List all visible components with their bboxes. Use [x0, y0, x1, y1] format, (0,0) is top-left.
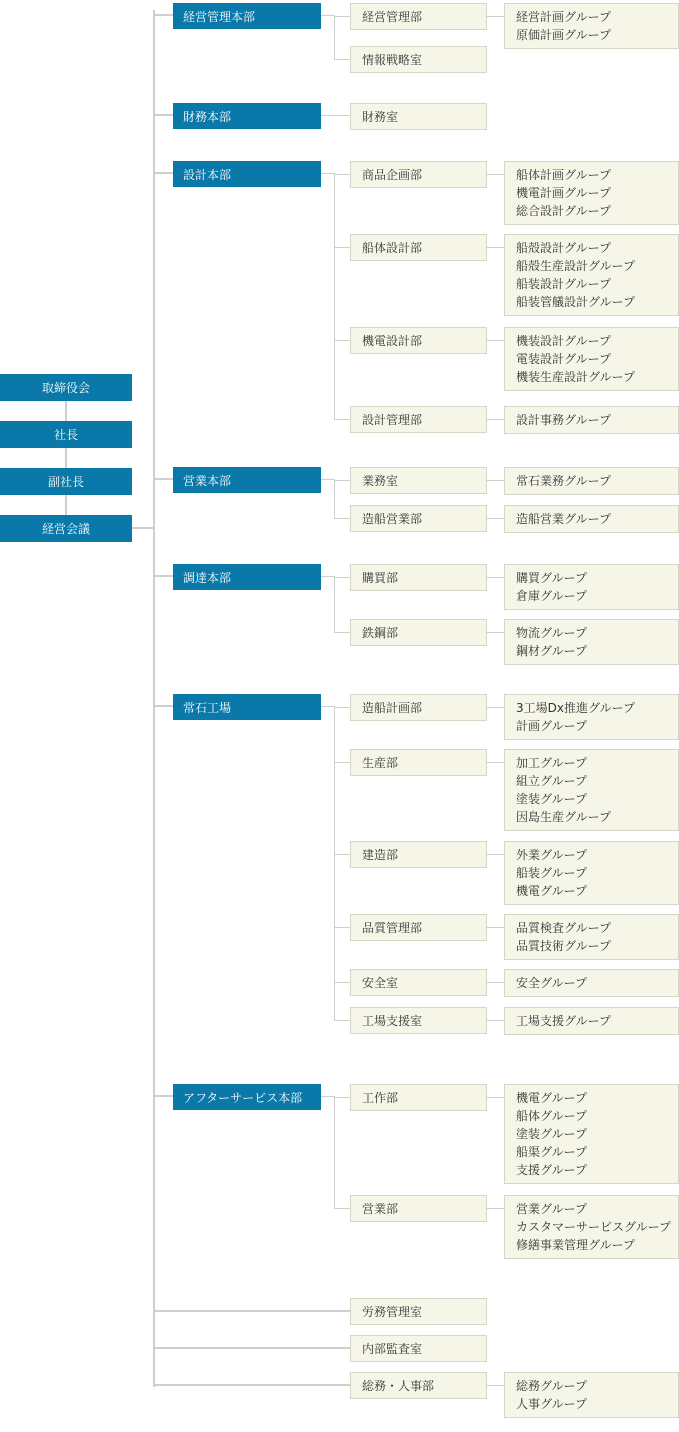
group-label: 人事グループ [516, 1397, 588, 1411]
group-label: 船殻設計グループ [516, 241, 612, 255]
department-connector [321, 1096, 334, 1097]
department-box[interactable]: 工場支援室 [350, 1007, 487, 1034]
department-branch [334, 59, 350, 60]
department-branch [334, 480, 350, 481]
department-branch [334, 854, 350, 855]
department-connector [321, 115, 350, 116]
group-label: 電装設計グループ [516, 352, 612, 366]
department-box[interactable]: 安全室 [350, 969, 487, 996]
department-branch [334, 707, 350, 708]
group-label: 原価計画グループ [516, 28, 612, 42]
division-box[interactable]: 経営管理本部 [173, 3, 321, 29]
executive-box: 社長 [0, 421, 132, 448]
group-label: 常石業務グループ [516, 474, 612, 488]
department-connector [321, 15, 334, 16]
group-box [504, 505, 679, 533]
department-spine [334, 576, 335, 633]
department-connector [321, 706, 334, 707]
executive-box: 取締役会 [0, 374, 132, 401]
division-connector [153, 705, 173, 707]
group-connector [487, 480, 504, 481]
group-box [504, 841, 679, 905]
group-connector [487, 927, 504, 928]
group-label: 支援グループ [516, 1163, 588, 1177]
department-box[interactable]: 業務室 [350, 467, 487, 494]
group-connector [487, 16, 504, 17]
group-connector [487, 577, 504, 578]
group-label: 船殻生産設計グループ [516, 259, 636, 273]
division-box[interactable]: 常石工場 [173, 694, 321, 720]
division-box[interactable]: 営業本部 [173, 467, 321, 493]
division-connector [153, 478, 173, 480]
department-branch [334, 174, 350, 175]
group-label: 船装設計グループ [516, 277, 612, 291]
department-box[interactable]: 設計管理部 [350, 406, 487, 433]
group-label: 品質検査グループ [516, 921, 612, 935]
group-connector [487, 518, 504, 519]
department-connector [321, 479, 334, 480]
group-box [504, 3, 679, 49]
department-spine [334, 1096, 335, 1209]
group-label: 計画グループ [516, 719, 588, 733]
department-box[interactable]: 造船計画部 [350, 694, 487, 721]
group-connector [487, 1020, 504, 1021]
group-label: 船体計画グループ [516, 168, 612, 182]
division-box[interactable]: 財務本部 [173, 103, 321, 129]
group-box [504, 969, 679, 997]
group-label: 船体グループ [516, 1109, 588, 1123]
group-label: 工場支援グループ [516, 1014, 612, 1028]
department-box[interactable]: 経営管理部 [350, 3, 487, 30]
group-label: 因島生産グループ [516, 810, 612, 824]
division-connector [153, 1095, 173, 1097]
group-label: 鋼材グループ [516, 644, 588, 658]
group-connector [487, 982, 504, 983]
division-connector [153, 575, 173, 577]
group-label: 購買グループ [516, 571, 588, 585]
group-label: 品質技術グループ [516, 939, 612, 953]
group-label: 外業グループ [516, 848, 588, 862]
group-label: 設計事務グループ [516, 413, 612, 427]
division-connector [153, 14, 173, 16]
department-box[interactable]: 工作部 [350, 1084, 487, 1111]
group-connector [487, 1385, 504, 1386]
group-connector [487, 340, 504, 341]
group-connector [487, 632, 504, 633]
department-branch [334, 632, 350, 633]
main-spine [153, 10, 155, 1387]
group-label: 営業グループ [516, 1202, 588, 1216]
department-box[interactable]: 生産部 [350, 749, 487, 776]
department-spine [334, 706, 335, 1021]
group-box [504, 564, 679, 610]
department-box[interactable]: 機電設計部 [350, 327, 487, 354]
group-label: 塗装グループ [516, 792, 588, 806]
group-label: 機電グループ [516, 884, 588, 898]
group-label: 物流グループ [516, 626, 588, 640]
division-connector [153, 172, 173, 174]
division-connector [153, 114, 173, 116]
executive-connector [65, 401, 67, 515]
group-box [504, 914, 679, 960]
group-label: 3工場Dx推進グループ [516, 701, 636, 715]
group-label: 総合設計グループ [516, 204, 612, 218]
group-label: カスタマーサービスグループ [516, 1220, 672, 1234]
department-spine [334, 15, 335, 60]
office-box[interactable]: 総務・人事部 [350, 1372, 487, 1399]
department-spine [334, 479, 335, 519]
division-box[interactable]: アフターサービス本部 [173, 1084, 321, 1110]
department-box[interactable]: 品質管理部 [350, 914, 487, 941]
group-box [504, 406, 679, 434]
department-branch [334, 1097, 350, 1098]
group-box [504, 1372, 679, 1418]
executive-to-spine-connector [132, 527, 153, 529]
group-box [504, 1007, 679, 1035]
group-box [504, 327, 679, 391]
department-box[interactable]: 建造部 [350, 841, 487, 868]
group-label: 安全グループ [516, 976, 588, 990]
department-branch [334, 518, 350, 519]
department-box[interactable]: 営業部 [350, 1195, 487, 1222]
group-label: 修繕事業管理グループ [516, 1238, 636, 1252]
group-connector [487, 1208, 504, 1209]
department-box[interactable]: 船体設計部 [350, 234, 487, 261]
group-label: 機電計画グループ [516, 186, 612, 200]
department-box[interactable]: 情報戦略室 [350, 46, 487, 73]
group-box [504, 234, 679, 316]
office-connector [153, 1347, 350, 1349]
group-label: 機装生産設計グループ [516, 370, 636, 384]
department-branch [334, 419, 350, 420]
department-box[interactable]: 財務室 [350, 103, 487, 130]
department-branch [334, 762, 350, 763]
group-connector [487, 762, 504, 763]
group-label: 船装グループ [516, 866, 588, 880]
department-branch [334, 1208, 350, 1209]
group-box [504, 1084, 679, 1184]
group-label: 総務グループ [516, 1379, 588, 1393]
department-box[interactable]: 商品企画部 [350, 161, 487, 188]
group-connector [487, 247, 504, 248]
group-connector [487, 707, 504, 708]
department-box[interactable]: 鉄鋼部 [350, 619, 487, 646]
group-box [504, 161, 679, 225]
group-connector [487, 854, 504, 855]
group-label: 造船営業グループ [516, 512, 612, 526]
department-connector [321, 173, 334, 174]
group-box [504, 749, 679, 831]
department-branch [334, 1020, 350, 1021]
group-box [504, 694, 679, 740]
department-branch [334, 247, 350, 248]
department-connector [321, 576, 334, 577]
group-connector [487, 419, 504, 420]
group-box [504, 1195, 679, 1259]
group-box [504, 619, 679, 665]
group-label: 塗装グループ [516, 1127, 588, 1141]
group-label: 船装管艤設計グループ [516, 295, 636, 309]
department-branch [334, 577, 350, 578]
group-label: 機装設計グループ [516, 334, 612, 348]
executive-box: 経営会議 [0, 515, 132, 542]
department-box[interactable]: 購買部 [350, 564, 487, 591]
department-branch [334, 340, 350, 341]
group-connector [487, 1097, 504, 1098]
group-connector [487, 174, 504, 175]
division-box[interactable]: 調達本部 [173, 564, 321, 590]
group-box [504, 467, 679, 495]
group-label: 船渠グループ [516, 1145, 588, 1159]
office-box[interactable]: 労務管理室 [350, 1298, 487, 1325]
office-connector [153, 1384, 350, 1386]
group-label: 経営計画グループ [516, 10, 612, 24]
division-box[interactable]: 設計本部 [173, 161, 321, 187]
department-box[interactable]: 造船営業部 [350, 505, 487, 532]
group-label: 加工グループ [516, 756, 588, 770]
group-label: 倉庫グループ [516, 589, 588, 603]
group-label: 組立グループ [516, 774, 588, 788]
department-branch [334, 16, 350, 17]
office-box[interactable]: 内部監査室 [350, 1335, 487, 1362]
group-label: 機電グループ [516, 1091, 588, 1105]
department-branch [334, 982, 350, 983]
department-spine [334, 173, 335, 420]
executive-box: 副社長 [0, 468, 132, 495]
department-branch [334, 927, 350, 928]
office-connector [153, 1310, 350, 1312]
